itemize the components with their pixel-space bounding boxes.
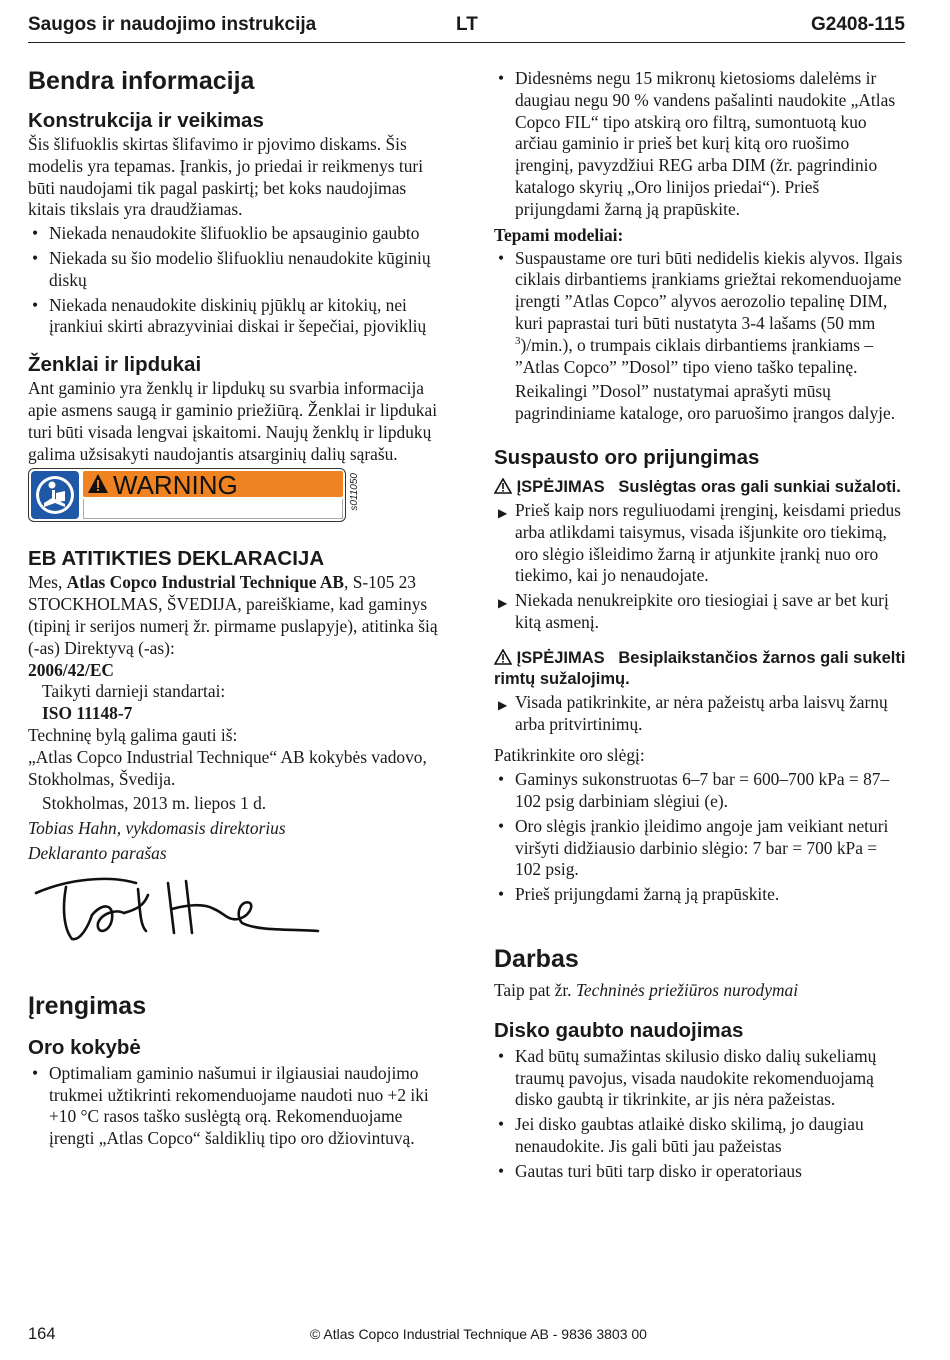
list-item: • Niekada nenaudokite diskinių pjūklų ar kitokių, nei įrankiui skirti abrazyviniai diskai ir šepečiai, pjoviklių [32,294,427,337]
heading-eb-declaration: EB ATITIKTIES DEKLARACIJA [28,547,325,571]
warning-triangle-icon [87,473,109,494]
warning-text-lines [83,499,343,519]
warning-banner [83,470,343,501]
list-item: • Jei disko gaubtas atlaikė disko skilimą, jo daugiau nenaudokite. Jis gali būti jau pažeistas [498,1114,864,1156]
tech-file-source: „Atlas Copco Industrial Technique“ AB kokybės vadovo, Stokholmas, Švedija. [28,746,427,789]
list-item: • Gautas turi būti tarp disko ir operatoriaus [498,1160,802,1181]
heading-disc-guard: Disko gaubto naudojimas [494,1018,744,1042]
operation-see-also: Taip pat žr. Techninės priežiūros nurodymai [494,979,799,1000]
list-item: • Prieš prijungdami žarną ją prapūskite. [498,884,780,905]
copyright: © Atlas Copco Industrial Technique AB - 9836 3803 00 [310,1326,647,1342]
header-language: LT [456,14,478,35]
page-number: 164 [28,1325,56,1343]
list-air-filter [494,68,906,221]
list-disc-guard [494,1046,906,1183]
header-title: Saugos ir naudojimo instrukcija [28,14,317,35]
read-manual-icon [31,471,79,519]
list-warning-1 [494,500,906,634]
check-pressure-label: Patikrinkite oro slėgį: [494,745,645,766]
warning-hoses: ĮSPĖJIMAS Besiplaikstančios žarnos gali sukelti rimtų sužalojimų. [494,648,906,688]
directive-number: 2006/42/EC [28,659,114,680]
paragraph-signs: Ant gaminio yra ženklų ir lipdukų su svarbia informacija apie asmens saugą ir gaminio priežiūrą. Ženklai ir lipdukai turi būti visada lengvai įskaitomi. Naujų ženklų ir lipdukų galima užsisakyti naudojantis atsarginių dalių sąrašu. [28,378,438,464]
place-date: Stokholmas, 2013 m. liepos 1 d. [42,793,267,814]
heading-lubricated-models: Tepami modeliai: [494,224,624,245]
list-item: ▶ Prieš kaip nors reguliuodami įrenginį, keisdami priedus arba atlikdami taisymus, visada išjunkite oro tiekimą, oro slėgio išleidimo žarną ir atjunkite įrankį nuo oro tiekimo, kai jo nenaudojate. [498,499,901,586]
paragraph-declaration: Mes, Atlas Copco Industrial Technique AB, S-105 23 STOCKHOLMAS, ŠVEDIJA, pareiškiame, kad gaminys (tipinį ir serijos numerį žr. pirmame puslapyje), atitinka šią (-as) Direktyvą (-as): [28,572,438,658]
heading-installation: Įrengimas [28,991,147,1020]
list-item: ▶ Visada patikrinkite, ar nėra pažeistų arba laisvų žarnų arba pritvirtinimų. [498,691,888,734]
heading-general-info: Bendra informacija [28,67,255,95]
paragraph-construction: Šis šlifuoklis skirtas šlifavimo ir pjovimo diskams. Šis modelis yra tepamas. Įrankis, jo priedai ir reikmenys turi būti naudojami tik pagal paskirtį; bet koks naudojimas kitais tikslais yra draudžiamas. [28,134,424,220]
heading-air-quality: Oro kokybė [28,1035,141,1059]
list-item: • Didesnėms negu 15 mikronų kietosioms dalelėms ir daugiau negu 90 % vandens pašalinti naudokite „Atlas Copco FIL“ tipo atskirą oro filtrą, sumontuotą kuo arčiau gaminio ir prieš bet kurį kitą oro ruošimo įrenginį, pavyzdžiui REG arba DIM (žr. pagrindinio katalogo skyrių „Oro linijos priedai“). Prieš prijungdami žarną ją prapūskite. [498,68,896,219]
warning-label-image [28,468,360,522]
page-footer [28,1325,905,1345]
warning-label-code: s011050 [349,473,360,511]
paragraph-dosol: Reikalingi ”Dosol” nustatymai aprašyti mūsų pagrindiniame kataloge, oro paruošimo įrangos dalyje. [515,381,896,424]
standards-label: Taikyti darnieji standartai: [42,681,226,702]
list-item: • Suspaustame ore turi būti nedidelis kiekis alyvos. Ilgais ciklais dirbantiems įrankiams griežtai rekomenduojame įrengti ”Atlas Copco” alyvos aerozolio tepalinę DIM, kuri paprastai turi būti nustatyta 3-4 lašams (50 mm $^3$)/min.), o trumpais ciklais dirbantiems įrankiams – ”Atlas Copco” ”Dosol” tipo vieno taško tepalinę. [498,247,903,377]
heading-air-connection: Suspausto oro prijungimas [494,445,760,469]
warning-compressed-air: ĮSPĖJIMAS Suslėgtas oras gali sunkiai sužaloti. [494,477,906,498]
list-item: • Optimaliam gaminio našumui ir ilgiausiai naudojimo trukmei užtikrinti rekomenduojame naudoti nuo +2 iki +10 °C rasos taško suslėgtą orą. Rekomenduojame įrengti „Atlas Copco“ šaldiklių tipo oro džiovintuvą. [32,1062,429,1149]
heading-operation: Darbas [494,944,579,973]
list-pressure [494,769,906,906]
warning-label-text: WARNING [113,470,238,501]
list-item: • Kad būtų sumažintas skilusio disko dalių sukeliamų traumų pavojus, visada naudokite rekomenduojamą disko gaubtą ir tikrinkite, ar jis nėra pažeistas. [498,1045,877,1110]
list-air-quality [28,1063,448,1150]
list-item: • Niekada su šio modelio šlifuokliu nenaudokite kūginių diskų [32,247,431,290]
list-item: • Gaminys sukonstruotas 6–7 bar = 600–700 kPa = 87–102 psig darbiniam slėgiui (e). [498,769,890,811]
heading-signs: Ženklai ir lipdukai [28,353,202,377]
left-column [28,60,448,1153]
warning-triangle-icon [494,478,512,494]
heading-construction: Konstrukcija ir veikimas [28,109,264,132]
standard-number: ISO 11148-7 [42,703,133,724]
list-construction [28,223,448,338]
list-item: • Oro slėgis įrankio įleidimo angoje jam veikiant neturi viršyti didžiausio darbinio slėgio: 7 bar = 700 kPa = 102 psig. [498,815,889,880]
signature-label: Deklaranto parašas [28,842,167,863]
list-item: • Niekada nenaudokite šlifuoklio be apsauginio gaubto [32,223,420,244]
list-lubrication [494,248,906,379]
header-document-code: G2408-115 [810,14,905,35]
handwritten-signature [28,869,328,949]
tech-file-label: Techninę bylą galima gauti iš: [28,724,238,745]
list-warning-2 [494,692,906,736]
page-header [28,12,905,43]
right-column [494,68,906,1185]
list-item: ▶ Niekada nenukreipkite oro tiesiogiai į save ar bet kurį kitą asmenį. [498,590,889,632]
signer-name: Tobias Hahn, vykdomasis direktorius [28,818,286,839]
warning-triangle-icon [494,649,512,665]
